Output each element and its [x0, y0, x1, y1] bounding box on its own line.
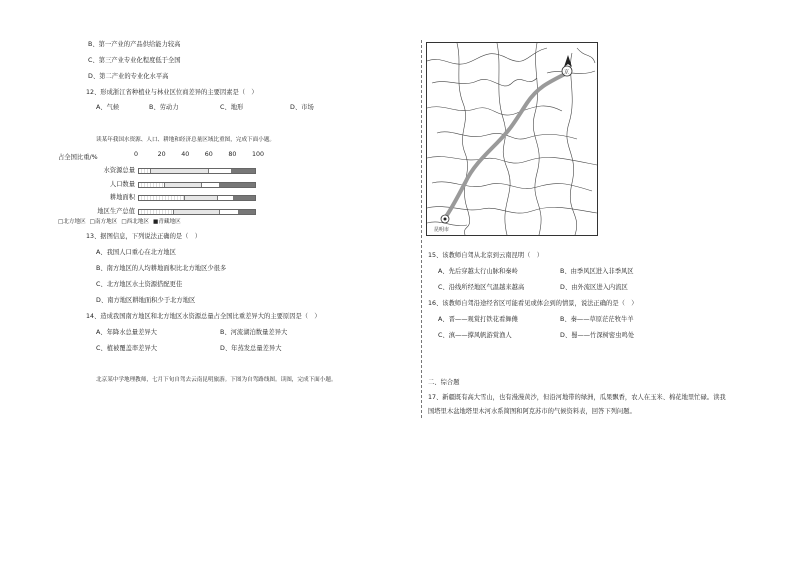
bar-segment — [202, 183, 221, 187]
q14-option-d: D、年蒸发总量差异大 — [220, 345, 282, 352]
bar-segment — [139, 196, 185, 200]
x-tick-label: 40 — [181, 151, 190, 158]
question-17-line1: 17、新疆既有高大雪山，也有漫漫黄沙，但沿河地带的绿洲，瓜果飘香，农人在玉米、棉花地里忙碌。读我 — [428, 394, 726, 401]
end-dot — [444, 218, 447, 221]
q16-option-c: C、滇——撑风帆游赏渔人 — [438, 332, 512, 339]
intro-route: 北京某中学地理教师，七月下旬自驾去云南昆明旅游。下图为自驾路线图。读图，完成下面小题。 — [96, 377, 337, 383]
q13-option-a: A、我国人口重心在北方地区 — [96, 249, 176, 256]
stacked-bar — [138, 195, 256, 201]
column-divider — [421, 40, 422, 418]
q15-option-a: A、先后穿越太行山脉和秦岭 — [438, 268, 518, 275]
stacked-bar-chart — [58, 150, 278, 225]
option-b: B、第一产业的产品供给能力较高 — [88, 41, 181, 48]
option-c: C、第三产业专业化程度低于全国 — [88, 57, 181, 64]
route-map — [426, 42, 598, 236]
q14-option-c: C、植被覆盖率差异大 — [96, 345, 158, 352]
legend-item: □西北地区 — [121, 219, 150, 225]
q14-option-a: A、年降水总量差异大 — [96, 329, 157, 336]
bar-segment — [185, 196, 217, 200]
category-label: 地区生产总值 — [97, 207, 135, 215]
x-tick-label: 0 — [134, 151, 139, 158]
end-label: 昆明市 — [434, 227, 450, 233]
bar-segment — [220, 183, 255, 187]
start-label: 京 — [564, 69, 570, 76]
category-label: 人口数量 — [109, 180, 135, 188]
bar-segment — [220, 210, 239, 214]
x-tick-label: 80 — [228, 151, 237, 158]
bar-segment — [174, 210, 220, 214]
q16-option-b: B、秦——草原茫茫牧牛羊 — [560, 316, 634, 323]
x-tick-label: 100 — [252, 151, 265, 158]
q12-option-c: C、地形 — [220, 104, 244, 111]
bar-segment — [234, 196, 255, 200]
bar-segment — [209, 169, 232, 173]
legend-item: □北方地区 — [58, 219, 86, 225]
chart-legend — [58, 218, 185, 226]
q13-option-c: C、北方地区水土资源搭配更佳 — [96, 281, 183, 288]
legend-item: □南方地区 — [89, 219, 118, 225]
bar-segment — [232, 169, 255, 173]
stacked-bar — [138, 182, 256, 188]
bar-segment — [139, 210, 174, 214]
bar-segment — [239, 210, 255, 214]
question-13: 13、据图信息，下列说法正确的是（ ） — [86, 233, 202, 240]
q12-option-a: A、气候 — [96, 104, 120, 111]
bar-segment — [218, 196, 234, 200]
question-14: 14、造成我国南方地区和北方地区水资源总量占全国比重差异大的主要原因是（ ） — [86, 313, 321, 320]
stacked-bar — [138, 209, 256, 215]
intro-chart: 读某年我国水资源、人口、耕地和经济总量区域比重图，完成下面小题。 — [96, 137, 276, 143]
option-d: D、第二产业的专业化水平高 — [88, 73, 169, 80]
question-12: 12、形成浙江省种植业与林业区位商差异的主要因素是（ ） — [86, 89, 258, 96]
q15-option-d: D、由外流区进入内流区 — [560, 284, 628, 291]
section-heading: 二、综合题 — [428, 379, 460, 386]
chart-ylabel: 占全国比重/% — [58, 154, 98, 161]
x-tick-label: 60 — [204, 151, 213, 158]
q15-option-b: B、由季风区进入非季风区 — [560, 268, 634, 275]
bar-segment — [139, 169, 151, 173]
stacked-bar — [138, 168, 256, 174]
x-tick-label: 20 — [157, 151, 166, 158]
q13-option-b: B、南方地区的人均耕地面积比北方地区少很多 — [96, 265, 227, 272]
q15-option-c: C、沿线所经地区气温越来越高 — [438, 284, 525, 291]
map-svg — [427, 43, 597, 235]
q12-option-d: D、市场 — [290, 104, 314, 111]
legend-item: ■青藏地区 — [153, 219, 181, 225]
route-line — [445, 73, 567, 218]
question-17-line2: 国塔里木盆地塔里木河水系简图和阿克苏市的气候资料表，回答下列问题。 — [428, 408, 636, 415]
q14-option-b: B、河流湖泊数量差异大 — [220, 329, 288, 336]
category-label: 水资源总量 — [103, 167, 135, 174]
bar-segment — [151, 169, 209, 173]
bar-segment — [139, 183, 165, 187]
q16-option-a: A、晋——观赏打铁花看舞傩 — [438, 316, 518, 323]
bar-segment — [165, 183, 202, 187]
q13-option-d: D、南方地区耕地面积少于北方地区 — [96, 297, 196, 304]
category-label: 耕地面积 — [109, 194, 135, 201]
q12-option-b: B、劳动力 — [149, 104, 179, 111]
q16-option-d: D、蜀——竹深树密虫鸣处 — [560, 332, 635, 339]
question-16: 16、该教师自驾沿途经省区可能看见或体会到的情景，说法正确的是（ ） — [428, 300, 638, 307]
question-15: 15、该教师自驾从北京到云南昆明（ ） — [428, 252, 544, 259]
